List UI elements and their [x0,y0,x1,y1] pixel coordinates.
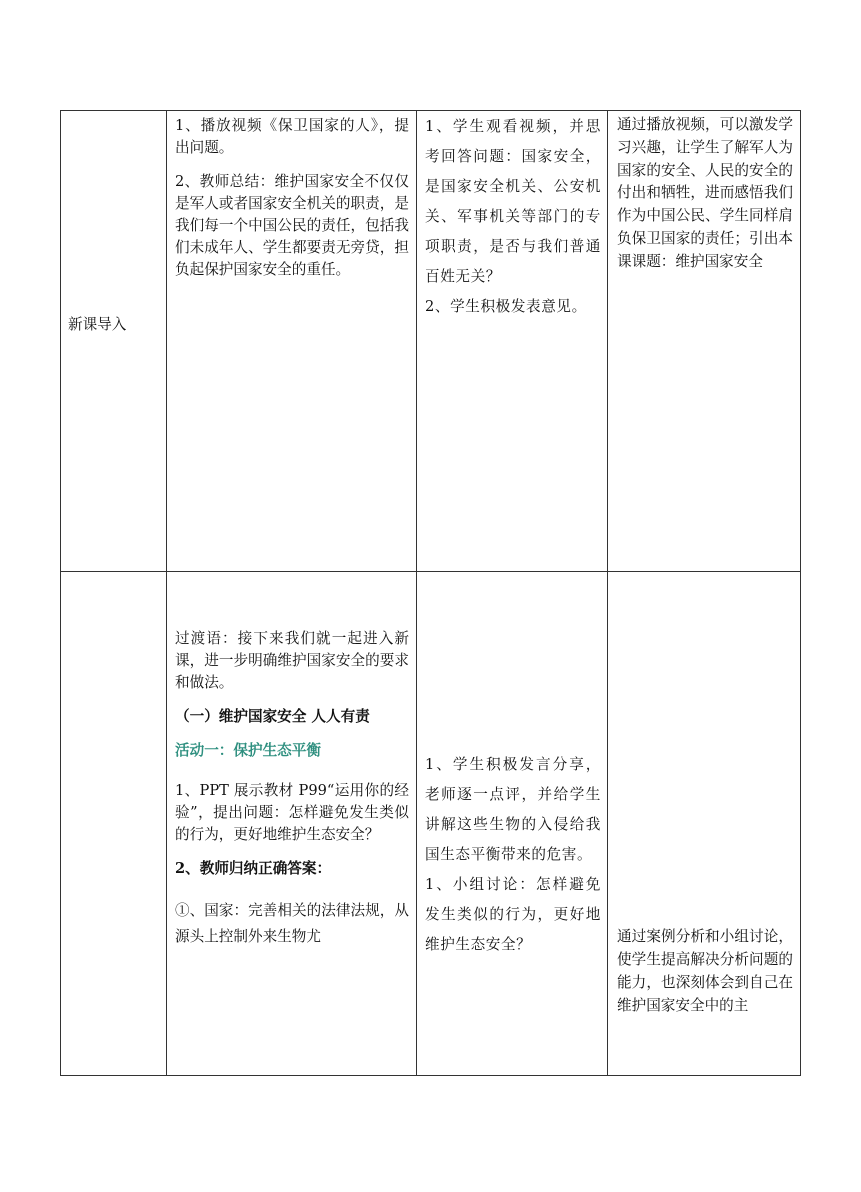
teacher-step-2: 2、教师总结：维护国家安全不仅仅是军人或者国家安全机关的职责，是我们每一个中国公民的责任，包括我们未成年人、学生都要责无旁贷，担负起保护国家安全的重任。 [175,173,409,278]
column-divider-2 [416,110,417,1076]
student-step-2: 2、学生积极发表意见。 [425,298,587,315]
student-activity-cell [425,112,601,322]
answer-item-1: ①、国家：完善相关的法律法规，从源头上控制外来生物尤 [175,902,409,945]
student-activity-cell [425,750,601,960]
design-purpose-cell [617,925,793,1017]
table-border-bottom [60,1075,801,1076]
design-purpose-text: 通过播放视频，可以激发学习兴趣，让学生了解军人为国家的安全、人民的安全的付出和牺牲，进而感悟我们作为中国公民、学生同样肩负保卫国家的责任；引出本课课题：维护国家安全 [617,116,793,270]
teacher-step-2: 2、教师归纳正确答案： [175,860,332,877]
student-step-2: 1、小组讨论：怎样避免发生类似的行为，更好地维护生态安全？ [425,876,601,953]
column-divider-1 [166,110,167,1076]
column-divider-3 [607,110,608,1076]
table-border-top [60,110,801,111]
table-border-left [60,110,61,1076]
design-purpose-cell [617,114,793,274]
teacher-step-1: 1、播放视频《保卫国家的人》，提出问题。 [175,117,409,156]
design-purpose-text: 通过案例分析和小组讨论，使学生提高解决分析问题的能力，也深刻体会到自己在维护国家安全中的主 [617,928,793,1014]
section-heading: （一）维护国家安全 人人有责 [175,708,370,725]
activity-heading: 活动一：保护生态平衡 [175,742,321,759]
transition-text: 过渡语：接下来我们就一起进入新课，进一步明确维护国家安全的要求和做法。 [175,630,409,691]
teacher-step-1: 1、PPT 展示教材 P99“运用你的经验”，提出问题：怎样避免发生类似的行为，更好地维护生态安全？ [175,782,409,843]
table-border-right [800,110,801,1076]
teacher-activity-cell [175,628,409,950]
row-label-intro: 新课导入 [68,316,127,333]
student-step-1: 1、学生积极发言分享，老师逐一点评，并给学生讲解这些生物的入侵给我国生态平衡带来的危害。 [425,756,601,863]
student-step-1: 1、学生观看视频，并思考回答问题：国家安全，是国家安全机关、公安机关、军事机关等部门的专项职责，是否与我们普通百姓无关？ [425,118,601,285]
teacher-activity-cell [175,115,409,281]
table-row-divider [60,571,801,572]
